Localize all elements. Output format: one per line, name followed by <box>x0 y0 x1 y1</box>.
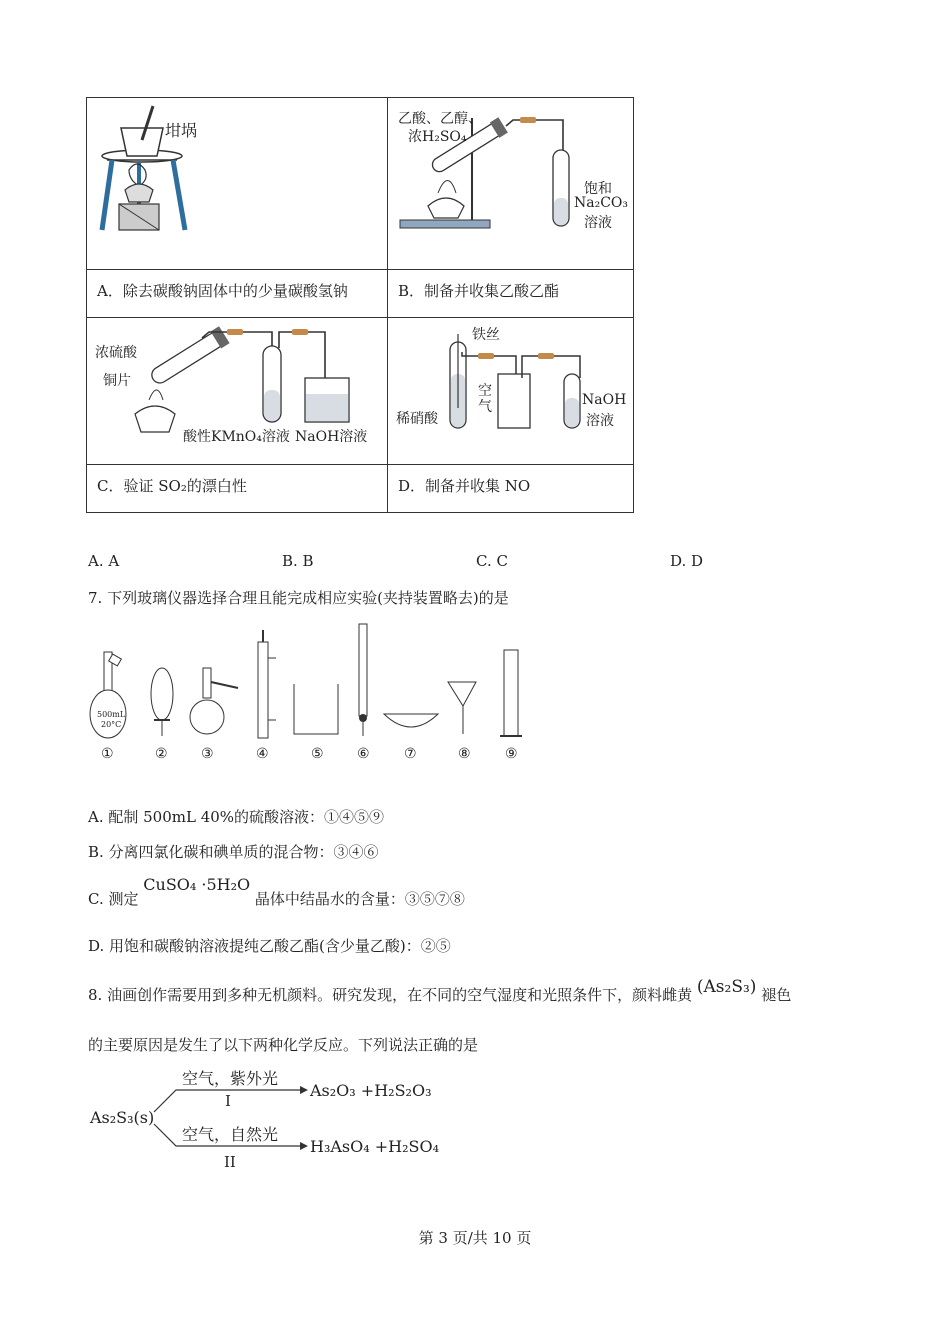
route-2-label: II <box>224 1153 236 1171</box>
q7-stem: 7. 下列玻璃仪器选择合理且能完成相应实验(夹持装置略去)的是 <box>88 589 509 607</box>
condition-1: 空气，紫外光 <box>182 1069 279 1088</box>
glassware-figure <box>86 622 536 740</box>
graduated-cylinder-icon <box>500 650 522 736</box>
q7-option-b[interactable]: B. 分离四氯化碳和碘单质的混合物：③④⑥ <box>88 843 379 861</box>
funnel-icon <box>448 682 476 734</box>
cell-c-figure <box>87 318 388 465</box>
cell-c-caption: C．验证 SO₂的漂白性 <box>87 465 388 513</box>
condition-2: 空气，自然光 <box>182 1125 279 1144</box>
conc-sulfuric-label: 浓硫酸 <box>95 345 137 361</box>
product-2: H₃AsO₄ +H₂SO₄ <box>310 1137 440 1156</box>
cuso4-formula: CuSO₄ ·5H₂O <box>143 875 251 894</box>
q8-stem-line2: 的主要原因是发生了以下两种化学反应。下列说法正确的是 <box>88 1036 479 1054</box>
kmno4-label: 酸性KMnO₄溶液 <box>183 429 290 445</box>
instrument-number: ⑨ <box>505 746 518 762</box>
q6-option-a[interactable]: A. A <box>88 552 120 570</box>
q7-option-d[interactable]: D. 用饱和碳酸钠溶液提纯乙酸乙酯(含少量乙酸)：②⑤ <box>88 937 451 955</box>
as2s3-formula: (As₂S₃) <box>696 977 757 997</box>
product-1: As₂O₃ +H₂S₂O₃ <box>310 1081 432 1100</box>
naoh-label-2: 溶液 <box>586 413 614 429</box>
cell-a-figure <box>87 98 388 270</box>
beaker-icon <box>294 684 338 734</box>
instrument-number: ⑤ <box>311 746 324 762</box>
naoh-label-1: NaOH <box>582 392 627 408</box>
cell-b-figure <box>388 98 634 270</box>
apparatus-table <box>86 97 634 513</box>
reagents-label-2: 浓H₂SO₄ <box>408 129 467 145</box>
separatory-funnel-icon <box>151 668 173 736</box>
reagents-label-1: 乙酸、乙醇、 <box>398 111 482 127</box>
reactant-formula: As₂S₃(s) <box>90 1108 155 1127</box>
q6-option-b[interactable]: B. B <box>282 552 314 570</box>
dilute-nitric-label: 稀硝酸 <box>396 411 438 427</box>
instrument-number: ⑧ <box>458 746 471 762</box>
condenser-icon <box>258 630 276 738</box>
instrument-number: ⑦ <box>404 746 417 762</box>
saturated-label-2: Na₂CO₃ <box>574 195 629 211</box>
burette-icon <box>359 624 367 736</box>
page-footer: 第 3 页/共 10 页 <box>418 1229 532 1247</box>
distillation-flask-icon <box>190 668 238 734</box>
instrument-number: ⑥ <box>357 746 370 762</box>
cell-d-figure <box>388 318 634 465</box>
copper-label: 铜片 <box>103 373 131 389</box>
crucible-heating-figure <box>87 98 387 270</box>
q6-option-c[interactable]: C. C <box>476 552 508 570</box>
cell-a-caption: A．除去碳酸钠固体中的少量碳酸氢钠 <box>87 270 388 318</box>
q6-option-d[interactable]: D. D <box>670 552 704 570</box>
naoh-solution-label: NaOH溶液 <box>295 429 368 445</box>
air-label-1: 空 <box>478 383 492 399</box>
instrument-number: ① <box>101 746 114 762</box>
q8-stem-line1: 8. 油画创作需要用到多种无机颜料。研究发现，在不同的空气湿度和光照条件下，颜料雌黄 (As₂S₃) 褪色 <box>88 977 792 1004</box>
saturated-label-3: 溶液 <box>584 215 612 231</box>
crucible-label: 坩埚 <box>165 121 198 140</box>
instrument-number: ④ <box>256 746 269 762</box>
q7-option-c[interactable]: C. 测定 CuSO₄ ·5H₂O 晶体中结晶水的含量：③⑤⑦⑧ <box>88 875 465 908</box>
cell-d-caption: D．制备并收集 NO <box>388 465 634 513</box>
air-label-2: 气 <box>478 399 492 415</box>
flask-temp-label: 20°C <box>101 720 122 729</box>
q7-option-a[interactable]: A. 配制 500mL 40%的硫酸溶液：①④⑤⑨ <box>88 808 385 826</box>
cell-b-caption: B．制备并收集乙酸乙酯 <box>388 270 634 318</box>
iron-wire-label: 铁丝 <box>472 327 500 343</box>
route-1-label: I <box>225 1092 231 1110</box>
instrument-number: ③ <box>201 746 214 762</box>
instrument-number: ② <box>155 746 168 762</box>
flask-volume-label: 500mL <box>97 710 126 719</box>
saturated-label-1: 饱和 <box>584 181 612 197</box>
evaporating-dish-icon <box>384 714 438 727</box>
